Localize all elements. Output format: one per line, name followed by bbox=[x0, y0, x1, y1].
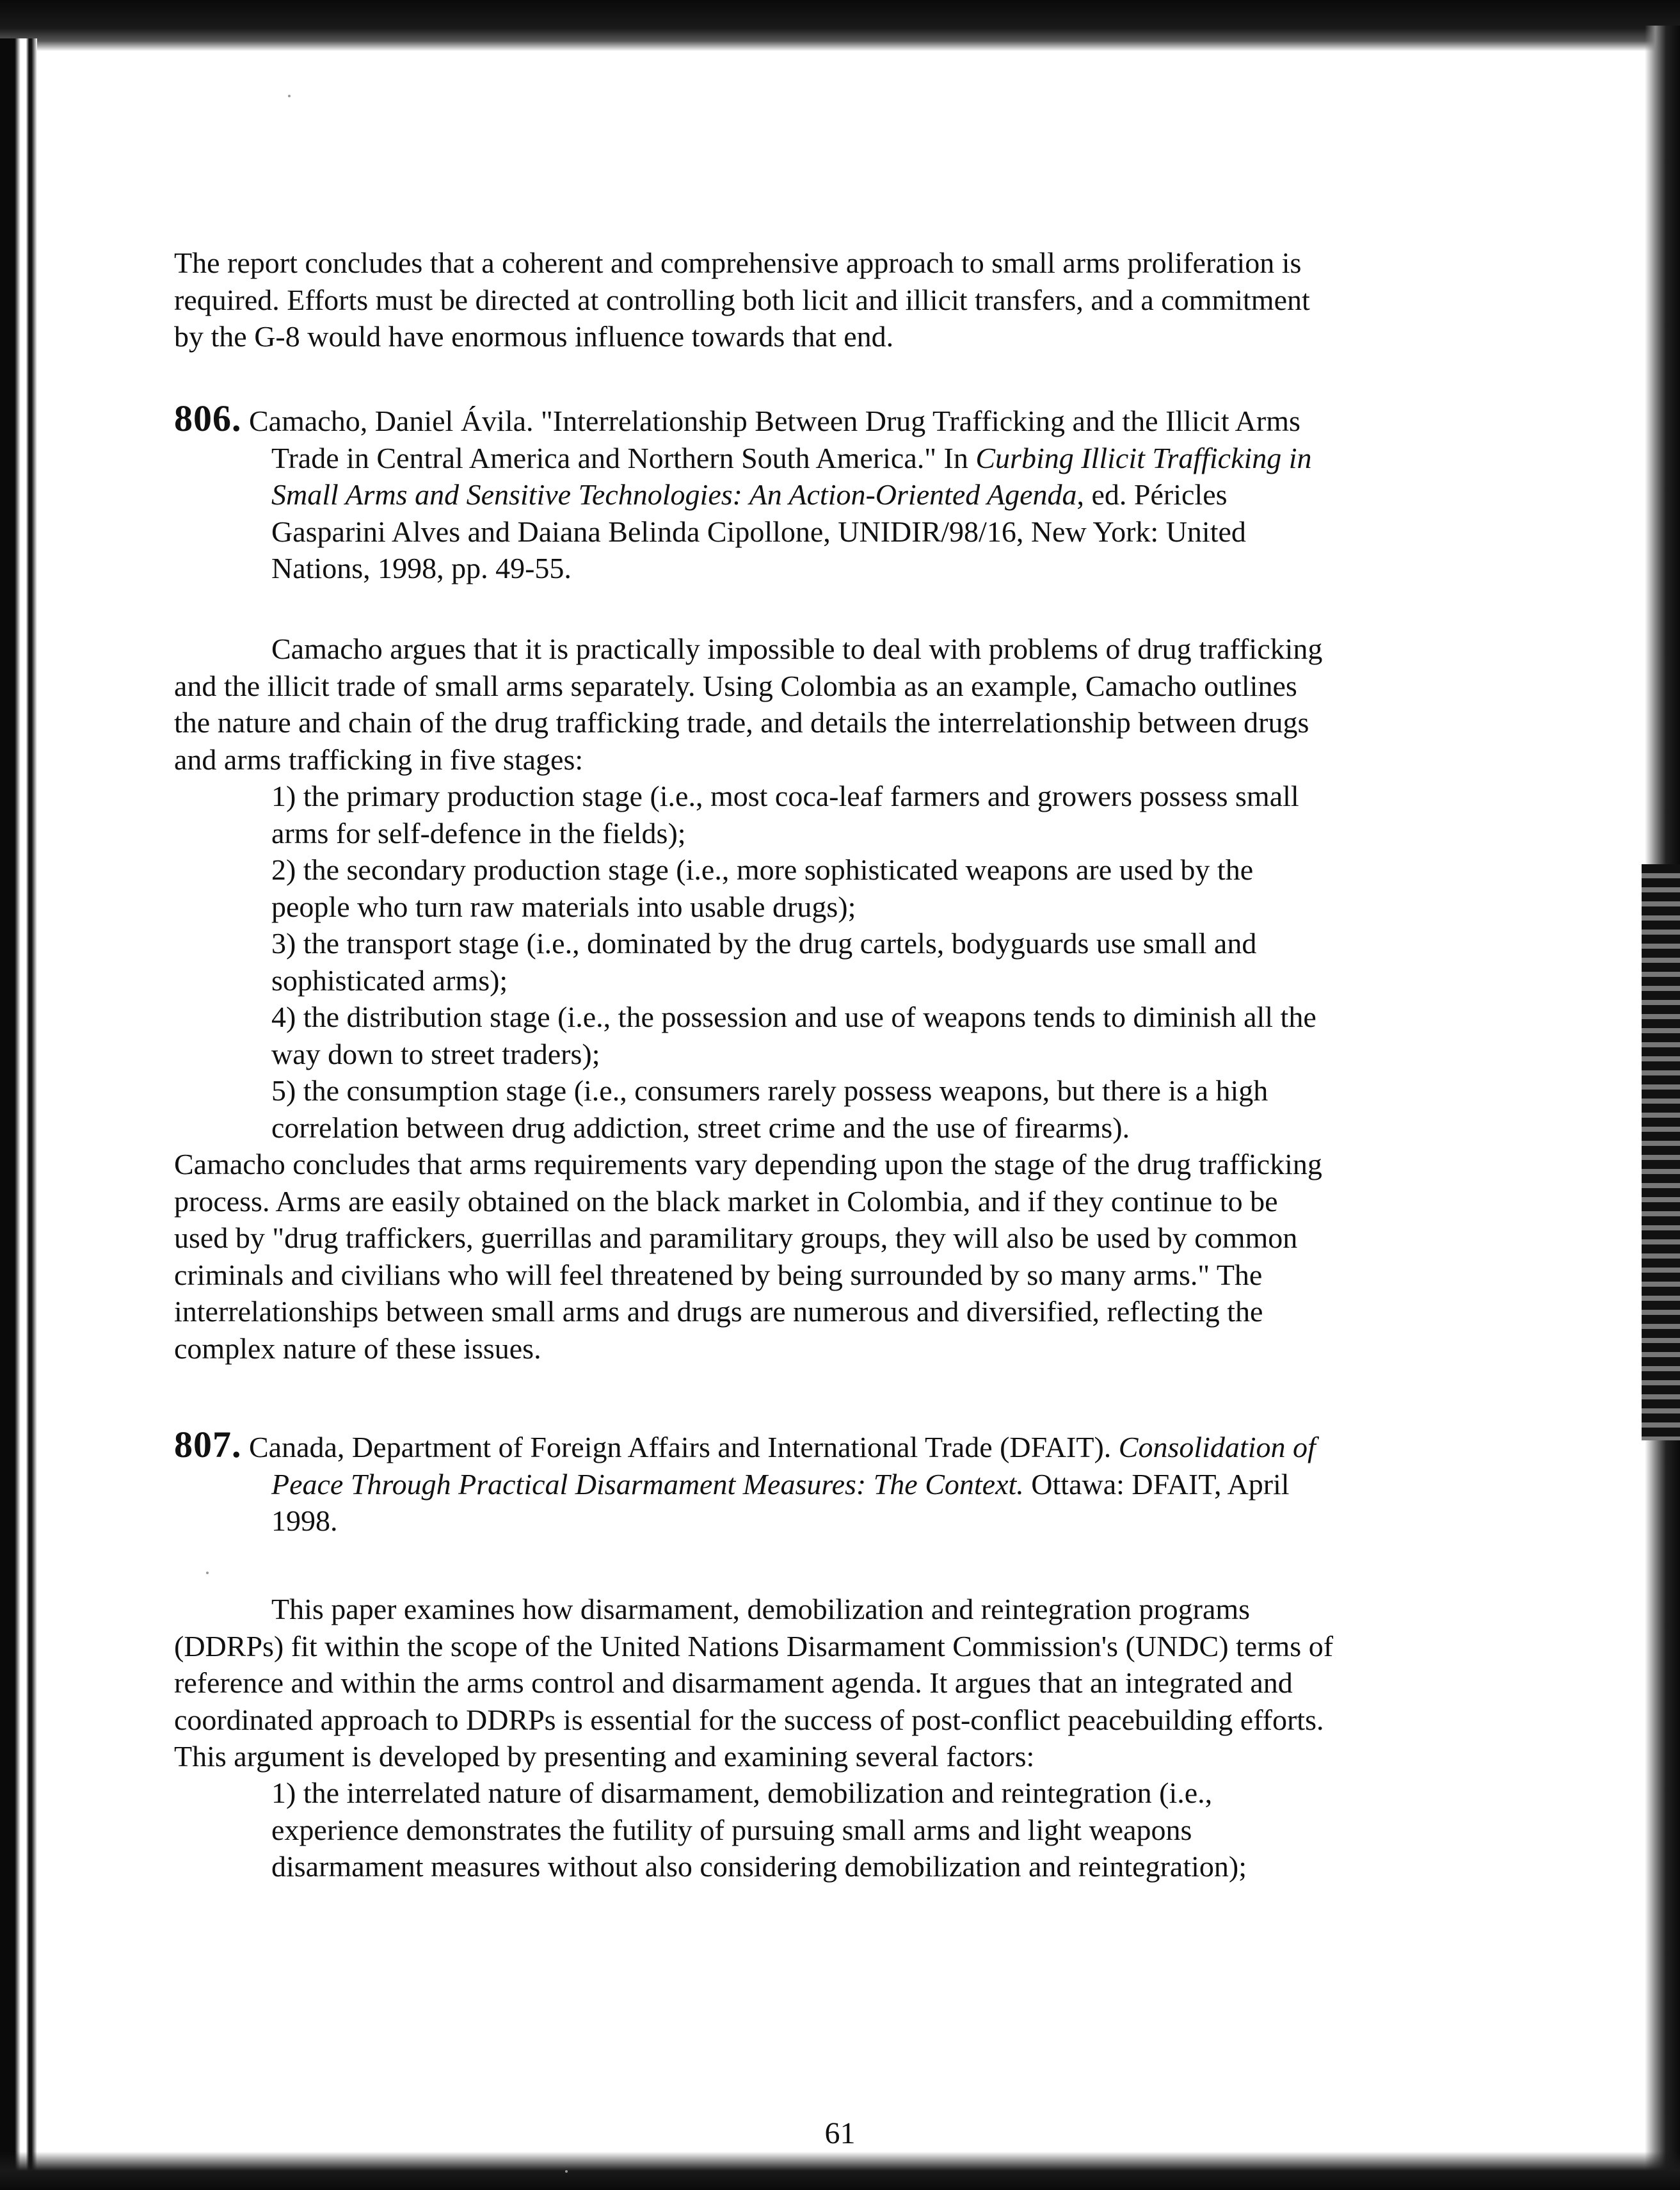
text-line: 5) the consumption stage (i.e., consumers rarely possess weapons, but there is a high bbox=[271, 1074, 1268, 1107]
entry-number: 806. bbox=[174, 398, 242, 439]
citation-text: Trade in Central America and Northern South America." In bbox=[271, 441, 976, 474]
citation-text: 1998. bbox=[271, 1504, 338, 1537]
text-line: 4) the distribution stage (i.e., the possession and use of weapons tends to diminish all the bbox=[271, 1001, 1316, 1033]
entry-806-conclusion bbox=[174, 1146, 1454, 1367]
text-line: way down to street traders); bbox=[271, 1037, 600, 1070]
text-line: the nature and chain of the drug trafficking trade, and details the interrelationship between drugs bbox=[174, 706, 1309, 739]
citation-text: Camacho, Daniel Ávila. "Interrelationship Between Drug Trafficking and the Illicit Arms bbox=[241, 405, 1300, 437]
text-line: used by "drug traffickers, guerrillas and paramilitary groups, they will also be used by common bbox=[174, 1221, 1298, 1254]
text-line: experience demonstrates the futility of pursuing small arms and light weapons bbox=[271, 1813, 1192, 1846]
entry-806-stages-list bbox=[271, 778, 1455, 1146]
citation-title: Peace Through Practical Disarmament Measures: The Context. bbox=[271, 1467, 1024, 1501]
list-item bbox=[271, 1072, 1455, 1146]
text-line: The report concludes that a coherent and comprehensive approach to small arms proliferation is bbox=[174, 246, 1302, 279]
text-line: 3) the transport stage (i.e., dominated by the drug cartels, bodyguards use small and bbox=[271, 927, 1257, 960]
text-line: disarmament measures without also considering demobilization and reintegration); bbox=[271, 1850, 1247, 1883]
text-line: 1) the interrelated nature of disarmament, demobilization and reintegration (i.e., bbox=[271, 1776, 1213, 1809]
entry-807-summary bbox=[174, 1591, 1454, 1775]
citation-text: Nations, 1998, pp. 49-55. bbox=[271, 552, 572, 584]
text-line: Camacho argues that it is practically impossible to deal with problems of drug trafficking bbox=[271, 632, 1323, 665]
intro-paragraph bbox=[174, 245, 1454, 355]
text-line: required. Efforts must be directed at controlling both licit and illicit transfers, and a commitment bbox=[174, 283, 1310, 316]
citation-title: Small Arms and Sensitive Technologies: An Action-Oriented Agenda bbox=[271, 478, 1077, 511]
text-line: arms for self-defence in the fields); bbox=[271, 816, 686, 849]
entry-807-citation bbox=[174, 1426, 1454, 1540]
page-number: 61 bbox=[824, 2116, 856, 2150]
text-line: and arms trafficking in five stages: bbox=[174, 743, 584, 776]
text-line: and the illicit trade of small arms separately. Using Colombia as an example, Camacho outlines bbox=[174, 669, 1297, 702]
text-line: interrelationships between small arms and drugs are numerous and diversified, reflecting the bbox=[174, 1295, 1263, 1328]
text-line: 1) the primary production stage (i.e., most coca-leaf farmers and growers possess small bbox=[271, 780, 1299, 812]
entry-number: 807. bbox=[174, 1424, 242, 1465]
text-line: (DDRPs) fit within the scope of the United Nations Disarmament Commission's (UNDC) terms of bbox=[174, 1629, 1334, 1663]
text-line: Camacho concludes that arms requirements vary depending upon the stage of the drug trafficking bbox=[174, 1148, 1322, 1180]
citation-text: Ottawa: DFAIT, April bbox=[1023, 1467, 1290, 1501]
list-item bbox=[271, 999, 1455, 1072]
entry-806-citation bbox=[174, 400, 1454, 587]
entry-806-summary bbox=[174, 631, 1454, 778]
text-line: This paper examines how disarmament, demobilization and reintegration programs bbox=[271, 1593, 1251, 1625]
citation-text: , ed. Péricles bbox=[1076, 478, 1228, 511]
citation-title: Curbing Illicit Trafficking in bbox=[975, 441, 1312, 474]
citation-text: Canada, Department of Foreign Affairs and International Trade (DFAIT). bbox=[241, 1431, 1119, 1463]
citation-text: Gasparini Alves and Daiana Belinda Cipollone, UNIDIR/98/16, New York: United bbox=[271, 515, 1246, 548]
text-line: coordinated approach to DDRPs is essential for the success of post-conflict peacebuilding efforts. bbox=[174, 1703, 1324, 1736]
list-item bbox=[271, 1775, 1455, 1885]
list-item bbox=[271, 925, 1455, 999]
text-line: process. Arms are easily obtained on the black market in Colombia, and if they continue to be bbox=[174, 1184, 1278, 1218]
text-line: complex nature of these issues. bbox=[174, 1332, 541, 1365]
text-line: reference and within the arms control and disarmament agenda. It argues that an integrated and bbox=[174, 1666, 1293, 1699]
text-line: sophisticated arms); bbox=[271, 963, 508, 997]
entry-807-factors-list bbox=[271, 1775, 1455, 1885]
list-item bbox=[271, 851, 1455, 925]
text-line: 2) the secondary production stage (i.e., more sophisticated weapons are used by the bbox=[271, 853, 1254, 886]
list-item bbox=[271, 778, 1455, 851]
text-line: criminals and civilians who will feel threatened by being surrounded by so many arms." The bbox=[174, 1258, 1263, 1291]
text-line: people who turn raw materials into usable drugs); bbox=[271, 890, 856, 923]
citation-title: Consolidation of bbox=[1118, 1431, 1316, 1463]
text-line: by the G-8 would have enormous influence towards that end. bbox=[174, 320, 894, 353]
text-line: correlation between drug addiction, street crime and the use of firearms). bbox=[271, 1111, 1130, 1144]
text-line: This argument is developed by presenting and examining several factors: bbox=[174, 1740, 1035, 1773]
